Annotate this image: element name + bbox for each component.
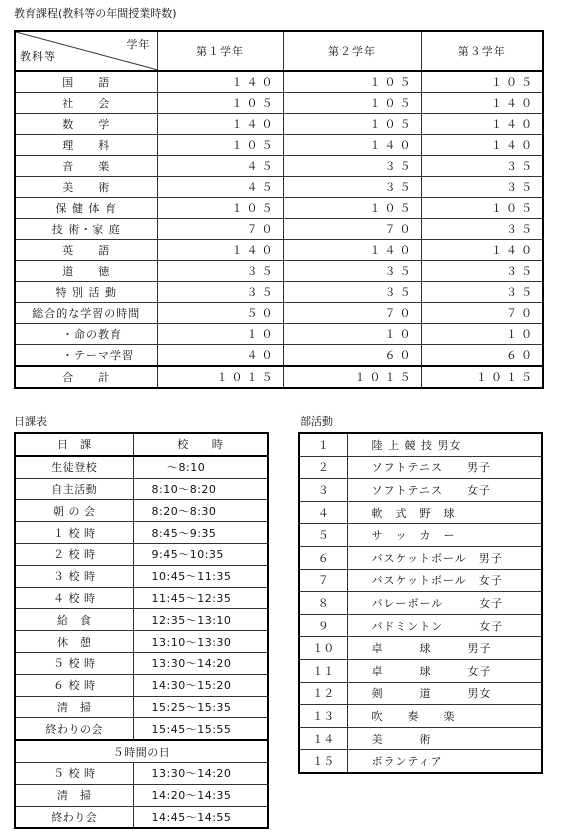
hours-cell: １０５ xyxy=(283,71,421,93)
table-row xyxy=(15,219,543,240)
club-name: 美 術 xyxy=(347,727,542,750)
schedule-time: 8:45～9:35 xyxy=(133,522,268,544)
schedule-time: 13:30～14:20 xyxy=(133,762,268,784)
schedule-time: 14:20～14:35 xyxy=(133,784,268,806)
table-row xyxy=(15,674,268,696)
hours-cell: １０５ xyxy=(283,198,421,219)
subject-cell: 美 術 xyxy=(15,177,157,198)
schedule-item: 終わり会 xyxy=(15,806,133,828)
club-number: １ xyxy=(299,433,347,456)
hours-cell: １４０ xyxy=(421,135,543,156)
schedule-time: 8:10～8:20 xyxy=(133,478,268,500)
club-name: ボランティア xyxy=(347,750,542,773)
hours-cell: ３５ xyxy=(157,261,283,282)
table-row xyxy=(15,543,268,565)
hours-cell: ３５ xyxy=(421,282,543,303)
hours-cell: ３５ xyxy=(421,177,543,198)
club-number: １３ xyxy=(299,705,347,728)
table-row xyxy=(299,433,542,456)
hours-cell: １４０ xyxy=(421,114,543,135)
club-number: ４ xyxy=(299,501,347,524)
schedule-item: 給 食 xyxy=(15,609,133,631)
table-row xyxy=(15,806,268,828)
table-row xyxy=(15,303,543,324)
table-row xyxy=(15,631,268,653)
subject-cell: ・命の教育 xyxy=(15,324,157,345)
hours-cell: １０５ xyxy=(157,135,283,156)
grade-header-3: 第３学年 xyxy=(421,31,543,71)
table-row xyxy=(15,345,543,367)
club-name: 卓 球 女子 xyxy=(347,659,542,682)
grade-header-1: 第１学年 xyxy=(157,31,283,71)
table-row xyxy=(15,696,268,718)
total-cell: １０１５ xyxy=(157,366,283,388)
schedule-item: ４ 校 時 xyxy=(15,587,133,609)
club-name: ソフトテニス 女子 xyxy=(347,479,542,502)
hours-cell: ３５ xyxy=(283,177,421,198)
table-row xyxy=(15,718,268,740)
table-row xyxy=(299,501,542,524)
subject-cell: 数 学 xyxy=(15,114,157,135)
table-row xyxy=(299,614,542,637)
schedule-header-item: 日 課 xyxy=(15,433,133,456)
schedule-item: 清 掃 xyxy=(15,784,133,806)
club-number: １４ xyxy=(299,727,347,750)
hours-cell: １４０ xyxy=(283,240,421,261)
hours-cell: ７０ xyxy=(283,219,421,240)
corner-grade-label: 学年 xyxy=(126,38,151,51)
club-number: １５ xyxy=(299,750,347,773)
table-row xyxy=(299,569,542,592)
hours-cell: ４０ xyxy=(157,345,283,367)
hours-cell: １０５ xyxy=(157,198,283,219)
schedule-item: ５ 校 時 xyxy=(15,652,133,674)
schedule-item: 清 掃 xyxy=(15,696,133,718)
hours-cell: １４０ xyxy=(421,93,543,114)
hours-cell: １４０ xyxy=(283,135,421,156)
table-row xyxy=(15,156,543,177)
hours-cell: ７０ xyxy=(421,303,543,324)
subject-cell: ・テーマ学習 xyxy=(15,345,157,367)
hours-cell: １０５ xyxy=(283,93,421,114)
hours-cell: ４５ xyxy=(157,156,283,177)
schedule-time: 15:45～15:55 xyxy=(133,718,268,740)
hours-cell: １４０ xyxy=(157,114,283,135)
table-row xyxy=(15,522,268,544)
schedule-item: ２ 校 時 xyxy=(15,543,133,565)
subject-cell: 総合的な学習の時間 xyxy=(15,303,157,324)
curriculum-title: 教育課程(教科等の年間授業時数) xyxy=(14,7,177,20)
table-row xyxy=(15,177,543,198)
club-name: バスケットボール 男子 xyxy=(347,546,542,569)
schedule-time: 9:45～10:35 xyxy=(133,543,268,565)
subject-cell: 音 楽 xyxy=(15,156,157,177)
table-row xyxy=(15,324,543,345)
subject-cell: 特 別 活 動 xyxy=(15,282,157,303)
table-row xyxy=(15,500,268,522)
hours-cell: １０ xyxy=(283,324,421,345)
schedule-table xyxy=(14,432,269,829)
grade-header-2: 第２学年 xyxy=(283,31,421,71)
curriculum-header-row xyxy=(15,31,543,71)
club-title: 部活動 xyxy=(300,415,333,428)
club-table xyxy=(298,432,543,774)
hours-cell: ４５ xyxy=(157,177,283,198)
table-row xyxy=(299,637,542,660)
total-row xyxy=(15,366,543,388)
total-cell: １０１５ xyxy=(421,366,543,388)
schedule-time: 13:30～14:20 xyxy=(133,652,268,674)
corner-subject-label: 教科等 xyxy=(20,50,56,63)
table-row xyxy=(299,659,542,682)
table-row xyxy=(15,261,543,282)
table-row xyxy=(299,750,542,773)
hours-cell: ６０ xyxy=(283,345,421,367)
schedule-time: 12:35～13:10 xyxy=(133,609,268,631)
table-row xyxy=(15,114,543,135)
schedule-time: 14:30～15:20 xyxy=(133,674,268,696)
club-name: サ ッ カ ー xyxy=(347,524,542,547)
hours-cell: １４０ xyxy=(157,71,283,93)
table-row xyxy=(299,546,542,569)
hours-cell: ３５ xyxy=(157,282,283,303)
schedule-item: 休 憩 xyxy=(15,631,133,653)
hours-cell: ７０ xyxy=(283,303,421,324)
table-row xyxy=(15,135,543,156)
schedule-item: 朝 の 会 xyxy=(15,500,133,522)
table-row xyxy=(299,479,542,502)
subject-cell: 道 徳 xyxy=(15,261,157,282)
club-name: 剣 道 男女 xyxy=(347,682,542,705)
schedule-title: 日課表 xyxy=(14,415,47,428)
corner-cell xyxy=(15,31,157,71)
table-row xyxy=(15,652,268,674)
table-row xyxy=(15,93,543,114)
table-row xyxy=(15,240,543,261)
club-number: ６ xyxy=(299,546,347,569)
club-name: バスケットボール 女子 xyxy=(347,569,542,592)
total-cell: １０１５ xyxy=(283,366,421,388)
hours-cell: １４０ xyxy=(421,240,543,261)
schedule-item: 自主活動 xyxy=(15,478,133,500)
club-name: バドミントン 女子 xyxy=(347,614,542,637)
schedule-item: ６ 校 時 xyxy=(15,674,133,696)
hours-cell: ６０ xyxy=(421,345,543,367)
table-row xyxy=(299,592,542,615)
club-name: 陸 上 競 技 男女 xyxy=(347,433,542,456)
table-row xyxy=(299,682,542,705)
total-label: 合 計 xyxy=(15,366,157,388)
club-name: 卓 球 男子 xyxy=(347,637,542,660)
table-row xyxy=(15,282,543,303)
table-row xyxy=(299,727,542,750)
subject-cell: 理 科 xyxy=(15,135,157,156)
hours-cell: ３５ xyxy=(421,261,543,282)
club-number: １２ xyxy=(299,682,347,705)
hours-cell: １４０ xyxy=(157,240,283,261)
hours-cell: ５０ xyxy=(157,303,283,324)
schedule-time: ～8:10 xyxy=(133,456,268,478)
hours-cell: ３５ xyxy=(421,156,543,177)
schedule-time: 14:45～14:55 xyxy=(133,806,268,828)
hours-cell: ３５ xyxy=(283,261,421,282)
table-row xyxy=(15,565,268,587)
hours-cell: ３５ xyxy=(283,282,421,303)
schedule-time: 8:20～8:30 xyxy=(133,500,268,522)
schedule-header-row xyxy=(15,433,268,456)
hours-cell: ７０ xyxy=(157,219,283,240)
subject-cell: 保 健 体 育 xyxy=(15,198,157,219)
club-number: ５ xyxy=(299,524,347,547)
schedule-item: 終わりの会 xyxy=(15,718,133,740)
curriculum-table xyxy=(14,30,544,389)
table-row xyxy=(299,456,542,479)
schedule-time: 13:10～13:30 xyxy=(133,631,268,653)
club-number: ９ xyxy=(299,614,347,637)
table-row xyxy=(15,198,543,219)
club-name: 吹 奏 楽 xyxy=(347,705,542,728)
hours-cell: １０５ xyxy=(157,93,283,114)
hours-cell: １０ xyxy=(157,324,283,345)
schedule-section-label: ５時間の日 xyxy=(15,740,268,762)
table-row xyxy=(15,456,268,478)
schedule-item: ５ 校 時 xyxy=(15,762,133,784)
schedule-time: 11:45～12:35 xyxy=(133,587,268,609)
table-row xyxy=(15,587,268,609)
table-row xyxy=(299,705,542,728)
table-row xyxy=(15,71,543,93)
club-name: 軟 式 野 球 xyxy=(347,501,542,524)
subject-cell: 英 語 xyxy=(15,240,157,261)
club-number: １０ xyxy=(299,637,347,660)
hours-cell: ３５ xyxy=(283,156,421,177)
club-number: １１ xyxy=(299,659,347,682)
club-name: ソフトテニス 男子 xyxy=(347,456,542,479)
subject-cell: 国 語 xyxy=(15,71,157,93)
club-name: バレーボール 女子 xyxy=(347,592,542,615)
club-number: ７ xyxy=(299,569,347,592)
table-row xyxy=(15,609,268,631)
hours-cell: １０５ xyxy=(283,114,421,135)
table-row xyxy=(299,524,542,547)
schedule-item: ３ 校 時 xyxy=(15,565,133,587)
hours-cell: １０５ xyxy=(421,71,543,93)
schedule-header-time: 校 時 xyxy=(133,433,268,456)
table-row xyxy=(15,784,268,806)
schedule-item: １ 校 時 xyxy=(15,522,133,544)
subject-cell: 技 術・家 庭 xyxy=(15,219,157,240)
table-row xyxy=(15,762,268,784)
schedule-section-row xyxy=(15,740,268,762)
hours-cell: １０５ xyxy=(421,198,543,219)
schedule-item: 生徒登校 xyxy=(15,456,133,478)
schedule-time: 15:25～15:35 xyxy=(133,696,268,718)
table-row xyxy=(15,478,268,500)
hours-cell: ３５ xyxy=(421,219,543,240)
subject-cell: 社 会 xyxy=(15,93,157,114)
schedule-time: 10:45～11:35 xyxy=(133,565,268,587)
hours-cell: １０ xyxy=(421,324,543,345)
club-number: ３ xyxy=(299,479,347,502)
club-number: ８ xyxy=(299,592,347,615)
club-number: ２ xyxy=(299,456,347,479)
